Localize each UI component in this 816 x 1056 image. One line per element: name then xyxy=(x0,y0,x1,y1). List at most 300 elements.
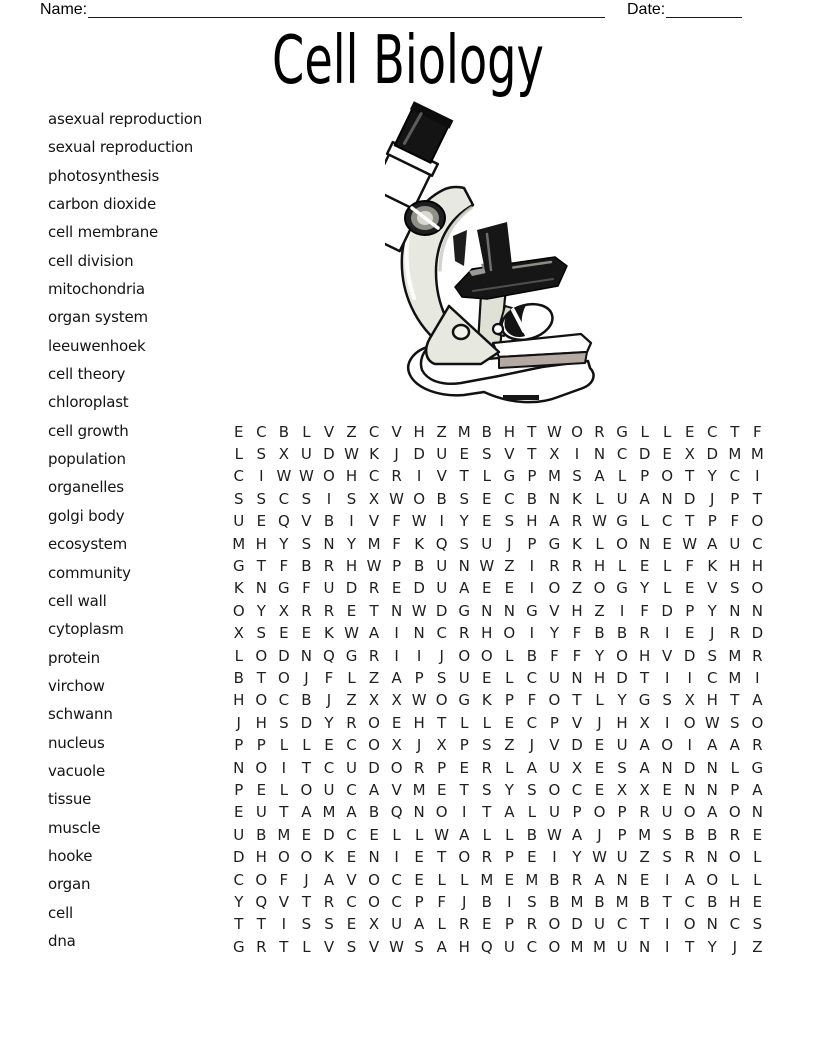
grid-letter: J xyxy=(236,713,241,732)
grid-letter: O xyxy=(728,848,741,867)
grid-letter: C xyxy=(526,713,538,732)
grid-letter: N xyxy=(323,534,335,553)
grid-letter: E xyxy=(504,870,515,889)
grid-letter: N xyxy=(729,601,741,620)
grid-letter: C xyxy=(233,467,245,486)
grid-letter: F xyxy=(527,691,537,710)
grid-letter: A xyxy=(526,758,538,777)
grid-letter: I xyxy=(281,758,287,777)
grid-letter: O xyxy=(413,489,426,508)
grid-letter: Y xyxy=(459,512,469,531)
grid-letter: M xyxy=(593,937,606,956)
grid-letter: X xyxy=(368,915,380,934)
grid-letter: W xyxy=(411,601,427,620)
grid-letter: U xyxy=(594,915,606,934)
grid-letter: A xyxy=(323,870,335,889)
grid-letter: U xyxy=(436,557,448,576)
grid-letter: P xyxy=(504,691,514,710)
word-list-item: golgi body xyxy=(48,506,125,525)
grid-letter: U xyxy=(481,534,493,553)
grid-letter: R xyxy=(571,870,583,889)
grid-letter: U xyxy=(729,534,741,553)
grid-letter: G xyxy=(548,534,561,553)
grid-letter: C xyxy=(368,467,380,486)
grid-letter: I xyxy=(281,915,287,934)
grid-letter: O xyxy=(548,579,561,598)
grid-letter: P xyxy=(549,713,559,732)
grid-letter: T xyxy=(234,915,244,934)
grid-letter: N xyxy=(481,601,493,620)
grid-letter: J xyxy=(462,892,467,911)
grid-letter: H xyxy=(571,601,583,620)
word-list-item: hooke xyxy=(48,846,93,865)
grid-letter: V xyxy=(368,937,380,956)
grid-letter: P xyxy=(707,512,717,531)
grid-letter: I xyxy=(687,736,692,755)
grid-letter: R xyxy=(481,848,492,867)
grid-letter: M xyxy=(750,445,764,464)
grid-letter: A xyxy=(707,736,718,755)
grid-letter: N xyxy=(706,915,718,934)
grid-letter: P xyxy=(437,758,447,777)
grid-letter: D xyxy=(661,601,673,620)
grid-letter: O xyxy=(571,422,583,441)
grid-letter: B xyxy=(526,825,538,844)
grid-letter: R xyxy=(639,624,650,643)
word-list-item: cell division xyxy=(48,251,134,270)
grid-letter: Y xyxy=(234,892,244,911)
grid-letter: I xyxy=(394,624,399,643)
grid-letter: R xyxy=(571,557,583,576)
grid-letter: W xyxy=(547,825,562,844)
grid-letter: E xyxy=(414,870,424,889)
grid-letter: L xyxy=(753,848,762,867)
grid-letter: I xyxy=(664,915,670,934)
grid-letter: D xyxy=(571,736,583,755)
grid-letter: I xyxy=(755,467,760,486)
grid-letter: U xyxy=(300,445,312,464)
word-list-item: cell growth xyxy=(48,421,129,440)
grid-letter: A xyxy=(639,758,650,777)
grid-letter: N xyxy=(255,579,267,598)
grid-letter: V xyxy=(549,736,560,755)
grid-letter: J xyxy=(304,870,309,889)
grid-letter: N xyxy=(233,758,245,777)
grid-letter: Y xyxy=(346,534,357,553)
grid-letter: A xyxy=(639,489,650,508)
grid-letter: N xyxy=(616,870,628,889)
grid-letter: U xyxy=(233,512,245,531)
grid-letter: W xyxy=(682,534,698,553)
grid-letter: V xyxy=(504,445,515,464)
grid-letter: E xyxy=(346,915,357,934)
grid-letter: I xyxy=(349,512,354,531)
grid-letter: A xyxy=(301,803,312,822)
grid-letter: R xyxy=(391,467,402,486)
word-list-item: community xyxy=(48,563,131,582)
grid-letter: L xyxy=(302,736,311,755)
grid-letter: U xyxy=(323,780,335,799)
grid-letter: S xyxy=(459,489,469,508)
grid-letter: O xyxy=(683,713,696,732)
grid-letter: V xyxy=(391,422,402,441)
grid-letter: X xyxy=(368,489,380,508)
grid-letter: P xyxy=(730,489,740,508)
word-list-item: virchow xyxy=(48,676,105,695)
grid-letter: M xyxy=(277,825,291,844)
grid-letter: J xyxy=(439,646,444,665)
grid-letter: L xyxy=(505,758,514,777)
grid-letter: N xyxy=(706,780,718,799)
grid-letter: S xyxy=(730,713,740,732)
grid-letter: H xyxy=(345,467,358,486)
grid-letter: I xyxy=(394,646,399,665)
grid-letter: U xyxy=(233,825,245,844)
grid-letter: S xyxy=(279,713,289,732)
grid-letter: M xyxy=(367,534,381,553)
grid-letter: T xyxy=(459,467,469,486)
grid-letter: H xyxy=(255,848,267,867)
grid-letter: E xyxy=(504,579,515,598)
grid-letter: L xyxy=(392,825,401,844)
grid-letter: L xyxy=(640,512,649,531)
grid-letter: N xyxy=(413,803,425,822)
grid-letter: L xyxy=(279,736,289,755)
grid-letter: T xyxy=(572,691,582,710)
grid-letter: N xyxy=(661,489,673,508)
grid-letter: E xyxy=(594,758,605,777)
grid-letter: R xyxy=(323,557,335,576)
grid-letter: M xyxy=(547,467,561,486)
grid-letter: D xyxy=(638,445,651,464)
grid-letter: O xyxy=(661,736,674,755)
grid-letter: O xyxy=(458,848,471,867)
word-list-item: organ xyxy=(48,875,91,894)
grid-letter: C xyxy=(368,422,380,441)
grid-letter: F xyxy=(302,579,311,598)
grid-letter: B xyxy=(549,892,560,911)
grid-letter: A xyxy=(459,825,470,844)
grid-letter: P xyxy=(730,780,740,799)
word-list xyxy=(48,105,202,955)
grid-letter: C xyxy=(346,825,357,844)
grid-letter: A xyxy=(459,579,470,598)
grid-letter: U xyxy=(255,803,267,822)
grid-letter: C xyxy=(436,624,447,643)
grid-letter: O xyxy=(255,758,268,777)
grid-letter: Y xyxy=(549,624,560,643)
grid-letter: T xyxy=(685,512,695,531)
grid-letter: D xyxy=(345,579,358,598)
grid-letter: S xyxy=(301,915,312,934)
grid-letter: S xyxy=(234,489,244,508)
grid-letter: A xyxy=(594,467,605,486)
name-blank-line xyxy=(88,0,605,18)
grid-letter: S xyxy=(527,892,537,911)
grid-letter: E xyxy=(459,445,469,464)
grid-letter: U xyxy=(616,736,628,755)
grid-letter: K xyxy=(324,624,334,643)
grid-letter: E xyxy=(639,870,650,889)
grid-letter: C xyxy=(571,780,583,799)
grid-letter: C xyxy=(707,422,718,441)
grid-letter: X xyxy=(278,601,289,620)
grid-letter: S xyxy=(256,489,267,508)
grid-letter: R xyxy=(729,624,741,643)
grid-letter: L xyxy=(730,758,739,777)
grid-letter: E xyxy=(301,825,312,844)
grid-letter: F xyxy=(392,512,401,531)
grid-letter: E xyxy=(391,713,402,732)
word-list-item: population xyxy=(48,450,126,469)
grid-letter: Y xyxy=(504,780,514,799)
grid-letter: L xyxy=(437,870,446,889)
grid-letter: V xyxy=(391,780,402,799)
grid-letter: P xyxy=(414,668,424,687)
grid-letter: G xyxy=(503,467,516,486)
grid-letter: D xyxy=(683,646,696,665)
grid-letter: U xyxy=(346,758,357,777)
grid-letter: D xyxy=(323,445,335,464)
grid-letter: G xyxy=(232,937,245,956)
grid-letter: S xyxy=(324,915,334,934)
grid-letter: S xyxy=(414,937,424,956)
grid-letter: C xyxy=(616,445,628,464)
grid-letter: M xyxy=(570,937,584,956)
grid-letter: L xyxy=(662,422,672,441)
date-blank-line xyxy=(666,0,742,18)
grid-letter: B xyxy=(594,624,605,643)
grid-letter: E xyxy=(436,780,447,799)
grid-letter: O xyxy=(435,691,448,710)
grid-letter: O xyxy=(503,624,516,643)
grid-letter: W xyxy=(344,445,359,464)
grid-letter: R xyxy=(368,646,380,665)
name-label: Name: xyxy=(40,1,88,18)
grid-letter: S xyxy=(346,937,357,956)
grid-letter: U xyxy=(616,937,628,956)
grid-letter: T xyxy=(527,422,537,441)
grid-letter: M xyxy=(570,892,584,911)
grid-letter: I xyxy=(687,668,692,687)
grid-letter: E xyxy=(482,915,492,934)
grid-letter: L xyxy=(234,445,243,464)
grid-letter: W xyxy=(547,422,562,441)
grid-letter: U xyxy=(436,579,448,598)
grid-letter: N xyxy=(639,534,651,553)
grid-letter: N xyxy=(571,668,583,687)
grid-letter: E xyxy=(346,848,357,867)
grid-letter: G xyxy=(458,691,471,710)
grid-letter: E xyxy=(752,825,763,844)
grid-letter: P xyxy=(504,915,514,934)
grid-letter: R xyxy=(526,915,538,934)
grid-letter: G xyxy=(232,557,245,576)
grid-letter: O xyxy=(368,870,380,889)
grid-letter: T xyxy=(437,848,447,867)
grid-letter: J xyxy=(416,736,422,755)
grid-letter: H xyxy=(458,937,470,956)
grid-letter: A xyxy=(414,915,425,934)
grid-letter: C xyxy=(684,892,695,911)
grid-letter: E xyxy=(662,534,672,553)
grid-letter: Y xyxy=(594,646,605,665)
grid-letter: F xyxy=(279,870,289,889)
grid-letter: D xyxy=(683,758,696,777)
grid-letter: O xyxy=(683,915,696,934)
grid-letter: N xyxy=(661,758,673,777)
grid-letter: E xyxy=(256,780,267,799)
grid-letter: D xyxy=(323,825,335,844)
grid-letter: I xyxy=(416,646,422,665)
grid-letter: Z xyxy=(639,848,650,867)
grid-letter: E xyxy=(684,422,695,441)
page-title-text: Cell Biology xyxy=(272,21,544,99)
grid-letter: L xyxy=(617,467,627,486)
grid-letter: T xyxy=(482,803,492,822)
microscope-illustration xyxy=(385,100,597,406)
grid-letter: B xyxy=(616,624,628,643)
grid-letter: P xyxy=(504,848,514,867)
grid-letter: O xyxy=(593,803,606,822)
grid-letter: L xyxy=(662,579,672,598)
grid-letter: T xyxy=(752,489,762,508)
grid-letter: E xyxy=(482,579,492,598)
grid-letter: L xyxy=(595,534,604,553)
word-list-item: tissue xyxy=(48,790,92,809)
grid-letter: O xyxy=(548,915,561,934)
grid-letter: L xyxy=(505,646,514,665)
grid-letter: V xyxy=(436,467,447,486)
grid-letter: C xyxy=(729,915,741,934)
grid-letter: D xyxy=(435,601,448,620)
grid-letter: F xyxy=(392,534,401,553)
grid-letter: E xyxy=(234,422,244,441)
grid-letter: M xyxy=(615,892,629,911)
grid-letter: J xyxy=(394,445,399,464)
grid-letter: X xyxy=(616,780,628,799)
grid-letter: W xyxy=(411,512,427,531)
grid-letter: L xyxy=(460,713,469,732)
grid-letter: J xyxy=(710,489,715,508)
grid-letter: E xyxy=(684,624,695,643)
grid-letter: S xyxy=(707,646,718,665)
grid-letter: H xyxy=(638,646,651,665)
grid-letter: A xyxy=(707,534,718,553)
grid-letter: P xyxy=(392,557,402,576)
grid-letter: D xyxy=(571,915,583,934)
grid-letter: M xyxy=(728,646,742,665)
grid-letter: O xyxy=(548,780,561,799)
grid-letter: M xyxy=(638,825,652,844)
grid-letter: Y xyxy=(707,937,717,956)
grid-letter: B xyxy=(526,646,538,665)
grid-letter: R xyxy=(346,713,357,732)
grid-letter: T xyxy=(459,780,469,799)
grid-letter: N xyxy=(458,557,470,576)
grid-letter: S xyxy=(662,825,672,844)
grid-letter: E xyxy=(234,803,244,822)
grid-letter: C xyxy=(346,736,357,755)
grid-letter: E xyxy=(459,758,469,777)
grid-letter: R xyxy=(368,579,380,598)
grid-letter: U xyxy=(458,668,470,687)
grid-letter: F xyxy=(730,512,740,531)
grid-letter: N xyxy=(300,646,313,665)
grid-letter: R xyxy=(639,803,650,822)
grid-letter: H xyxy=(526,512,538,531)
word-list-item: organ system xyxy=(48,308,148,327)
grid-letter: L xyxy=(617,557,627,576)
grid-letter: C xyxy=(278,489,290,508)
grid-letter: S xyxy=(459,534,469,553)
grid-letter: Z xyxy=(346,422,357,441)
grid-letter: I xyxy=(664,870,670,889)
grid-letter: X xyxy=(391,736,402,755)
grid-letter: L xyxy=(595,691,604,710)
grid-letter: Q xyxy=(255,892,268,911)
grid-letter: L xyxy=(460,870,469,889)
grid-letter: C xyxy=(752,534,763,553)
grid-letter: B xyxy=(233,668,244,687)
grid-letter: I xyxy=(394,848,399,867)
grid-letter: S xyxy=(256,624,267,643)
grid-letter: H xyxy=(255,713,267,732)
grid-letter: G xyxy=(751,758,764,777)
grid-letter: I xyxy=(529,624,535,643)
grid-letter: S xyxy=(482,780,492,799)
word-list-item: chloroplast xyxy=(48,393,129,412)
grid-letter: D xyxy=(683,489,696,508)
grid-letter: H xyxy=(729,892,741,911)
page-title xyxy=(0,21,816,99)
grid-letter: R xyxy=(752,646,763,665)
grid-letter: B xyxy=(549,870,560,889)
grid-letter: X xyxy=(368,691,380,710)
grid-letter: E xyxy=(414,848,424,867)
grid-letter: E xyxy=(346,601,357,620)
grid-letter: V xyxy=(662,646,673,665)
grid-letter: C xyxy=(526,668,538,687)
grid-letter: R xyxy=(301,601,312,620)
grid-letter: H xyxy=(233,691,245,710)
grid-letter: O xyxy=(323,467,335,486)
grid-letter: O xyxy=(368,892,380,911)
grid-letter: Y xyxy=(256,601,266,620)
grid-letter: U xyxy=(548,668,560,687)
grid-letter: C xyxy=(729,467,741,486)
grid-letter: Z xyxy=(346,691,357,710)
grid-letter: Z xyxy=(504,557,515,576)
grid-letter: P xyxy=(414,892,424,911)
grid-letter: C xyxy=(346,892,357,911)
grid-letter: O xyxy=(728,803,741,822)
grid-letter: D xyxy=(616,668,628,687)
grid-letter: X xyxy=(278,445,289,464)
grid-letter: E xyxy=(279,624,289,643)
grid-letter: N xyxy=(706,848,718,867)
grid-letter: N xyxy=(548,489,561,508)
grid-letter: I xyxy=(326,489,332,508)
grid-letter: S xyxy=(730,579,740,598)
grid-letter: W xyxy=(389,489,405,508)
grid-letter: G xyxy=(616,579,628,598)
grid-letter: K xyxy=(324,848,334,867)
grid-letter: E xyxy=(662,780,672,799)
grid-letter: E xyxy=(482,489,492,508)
grid-letter: E xyxy=(594,780,605,799)
grid-letter: O xyxy=(548,937,561,956)
